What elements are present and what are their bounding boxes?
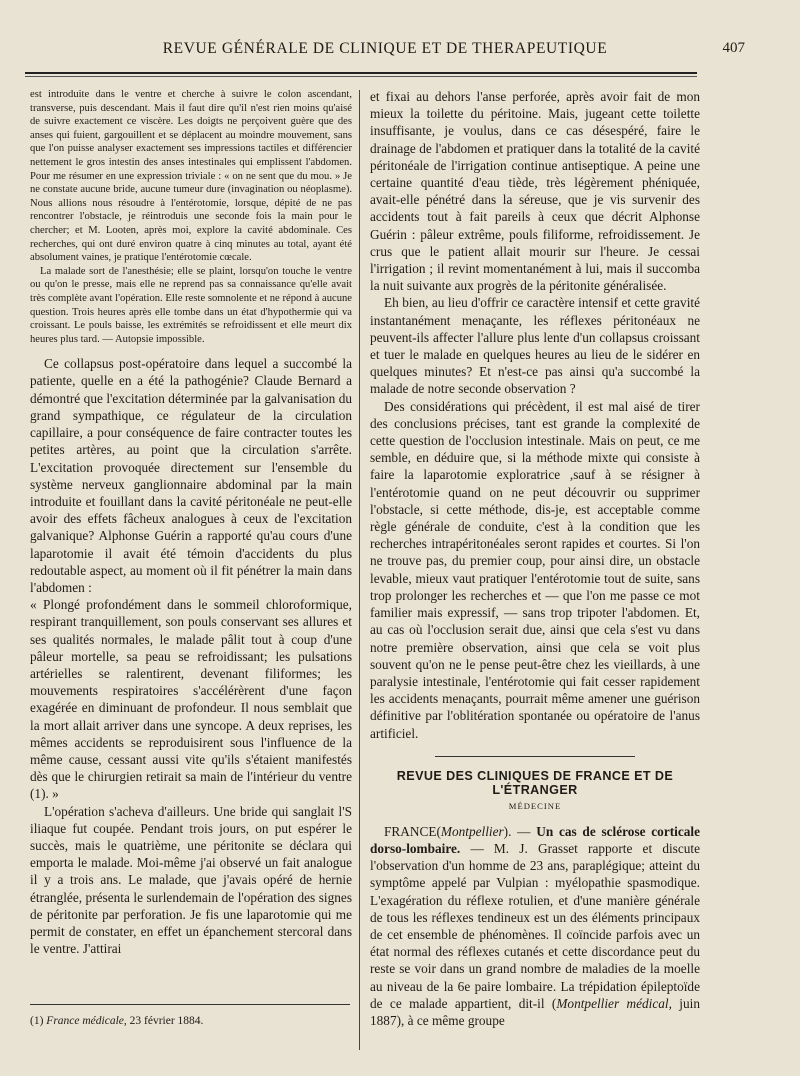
section-rule — [435, 756, 635, 757]
left-body-text — [30, 355, 352, 957]
running-header — [25, 36, 745, 62]
footnote-source: France médicale — [46, 1015, 124, 1027]
article-place: Montpellier — [440, 823, 504, 839]
article-journal: Montpellier médical, — [556, 995, 672, 1011]
article-text-part: juin 1887), à ce même groupe — [370, 995, 700, 1028]
right-body-text — [370, 88, 700, 742]
page-number: 407 — [722, 40, 745, 56]
column-divider — [359, 90, 360, 1050]
section-subtitle: MÉDECINE — [508, 800, 562, 811]
right-column — [370, 88, 700, 1029]
article-title: Un cas de sclérose corticale dorso-lombaire. — [370, 823, 700, 856]
observation-paragraph: La malade sort de l'anesthésie; elle se plaint, lorsqu'on touche le ventre ou qu'on le presse, mais elle ne reprend pas sa connaissance qu'elle avait très complète avant l'opération. Elle reste somnolente et ne répond à aucune question. Trois heures après elle tombe dans un état d'hypothermie qui va croissant. Le pouls baisse, les extrémités se refroidissent et elle meurt dix heures plus tard. — Autopsie impossible. — [30, 265, 352, 345]
article-text — [370, 823, 700, 1029]
left-column — [30, 88, 352, 957]
body-paragraph: L'opération s'acheva d'ailleurs. Une bride qui sanglait l'S iliaque fut coupée. Pendant trois jours, on put espérer le succès, mais le quatrième, une péritonite se déclara qui emporta le malade. Moi-même j'ai observé un fait analogue il y a trois ans. Le malade, que j'avais opéré de hernie étranglée, présenta le surlendemain de l'opération des signes de péritonite par perforation. Je fis une laparotomie qui me permit de constater, en effet un épanchement stercoral dans le ventre. J'attirai — [30, 803, 352, 957]
article-place-close: ). — — [503, 823, 537, 839]
article-text-part: — M. J. Grasset rapporte et discute l'observation d'un homme de 23 ans, paraplégique; atteint du symptôme appelé par Vulpian : myélopathie spasmodique. L'exagération du réflexe rotulien, et d'une manière générale de tous les réflexes tendineux est un des éléments principaux de cet ensemble de phénomènes. Il coïncide parfois avec un état normal des réflexes cutanés et cette discordance peut du reste se voir dans un grand nombre de maladies de la moelle au niveau de la 6e paire lombaire. La trépidation épileptoïde de ce malade appartient, dit-il ( — [370, 840, 700, 1011]
header-title: REVUE GÉNÉRALE DE CLINIQUE ET DE THERAPEUTIQUE — [162, 40, 608, 57]
body-paragraph: Eh bien, au lieu d'offrir ce caractère intensif et cette gravité instantanément menaçante, les réflexes péritonéaux ne peuvent-ils affecter l'allure plus lente d'un collapsus croissant et tuer le malade en quelques heures au lieu de le sidérer en quelques minutes? Et n'est-ce pas ainsi qu'a succombé la malade de notre seconde observation ? — [370, 295, 700, 397]
observation-text — [30, 88, 352, 346]
section-title: REVUE DES CLINIQUES DE FRANCE ET DE L'ÉTRANGER — [396, 768, 674, 797]
quote-text: « Plongé profondément dans le sommeil chloroformique, respirant tranquillement, son pouls conservant ses allures et ses qualités normales, le malade pâlit tout à coup d'une pâleur mortelle, sa peau se refroidissant; les pulsations artérielles se ralentirent, devenant filiformes; les mouvements respiratoires s'accélérèrent d'une façon exagérée en diminuant de profondeur. Il nous semblait que la mort allait arriver dans une syncope. A deux reprises, les mêmes accidents se reproduisirent sous l'influence de la même cause, cessant aussi vite qu'ils s'étaient manifestés dès que le chirurgien retirait sa main de l'intérieur du ventre (1). » — [30, 597, 352, 802]
observation-paragraph: est introduite dans le ventre et cherche à suivre le colon ascendant, transverse, puis descendant. Mais il faut dire qu'il n'est rien moins qu'aisé de suivre exactement ce viscère. Les doigts ne perçoivent guère que des anses qui fuient, gargouillent et se déplacent au moindre mouvement, sans que l'on puisse analyser exactement ses impressions tactiles et différencier nettement le gros intestin des anses intestinales qui emplissent l'abdomen. Pour me résumer en une expression triviale : « on ne sent que du mou. » Je ne constate aucune bride, aucune tumeur dure (invagination ou néoplasme). Nous allions nous résoudre à l'entérotomie, lorsque, dépité de ne pas rencontrer l'obstacle, je réintroduis une seconde fois la main pour le chercher; et M. Looten, après moi, explore la cavité abdominale. Ces recherches, qui ont duré environ quatre à cinq minutes au total, ayant été absolument vaines, je pratique l'entérotomie cœcale. — [30, 89, 352, 264]
article-country: FRANCE( — [384, 823, 441, 839]
footnote-rule — [30, 1004, 350, 1005]
header-rule — [25, 72, 697, 74]
footnote-number: (1) — [30, 1015, 47, 1027]
footnote — [30, 1014, 352, 1028]
header-rule-thin — [25, 76, 697, 77]
body-paragraph: et fixai au dehors l'anse perforée, après avoir fait de mon mieux la toilette du péritoine. Mais, jugeant cette toilette insuffisante, je voulus, dans ce cas désespéré, faire le drainage de l'abdomen et pratiquer dans la totalité de la cavité péritonéale de l'irrigation continue antiseptique. A peine une certaine quantité d'eau tiède, très légèrement phéniquée, avait-elle pénétré dans la séreuse, que je vis survenir des accidents tout à fait pareils à ceux que décrit Alphonse Guérin : pâleur extrême, pouls filiforme, refroidissement. Je crus que le patient allait mourir sur l'heure. Je cessai l'irrigation ; il revint momentanément à lui, mais il succomba la nuit suivante aux progrès de la péritonite généralisée. — [370, 89, 700, 294]
body-paragraph: Ce collapsus post-opératoire dans lequel a succombé la patiente, quelle en a été la pathogénie? Claude Bernard a démontré que l'excitation déterminée par la galvanisation du grand sympathique, ce régulateur de la circulation capillaire, a pour conséquence de faire contracter toutes les petites artères, au point que la circulation s'arrête. L'excitation provoquée directement sur l'ensemble du système nerveux ganglionnaire abdominal par la main introduite et fouillant dans la cavité péritonéale ne peut-elle avoir des effets fâcheux analogues à ceux de l'excitation galvanique? Alphonse Guérin a rapporté qu'au cours d'une laparotomie il avait été témoin d'accidents du plus redoutable aspect, au moment où il fit pénétrer la main dans l'abdomen : — [30, 356, 352, 595]
footnote-date: , 23 février 1884. — [123, 1015, 204, 1027]
article-paragraph — [370, 823, 700, 1029]
body-paragraph: Des considérations qui précèdent, il est mal aisé de tirer des conclusions précises, tant est grande la complexité de cette question de l'occlusion intestinale. Mais on peut, ce me semble, en déduire que, si la méthode mixte qui consiste à faire la laparotomie exploratrice ,sauf à se résigner à l'entérotomie quand on ne peut découvrir ou supprimer l'obstacle, si cette méthode, dis-je, est acceptable comme règle générale de conduite, c'est à la condition que les recherches intrapéritonéales seront rapides et courtes. Si l'on ne trouve pas, du premier coup, pour ainsi dire, un obstacle levable, mieux vaut pratiquer l'entérotomie tout de suite, sans trop prolonger les recherches et — que l'on me passe ce mot familier mais expressif, — sans trop tripoter l'abdomen. Et, au cas où l'occlusion serait due, ainsi que cela s'est vu dans notre première observation, ainsi que cela se voit plus souvent qu'on ne le pense peut-être chez les vieillards, à une paralysie intestinale, l'entérotomie qui fait cesser rapidement les accidents menaçants, pourrait même amener une guérison définitive par l'oblitération spontanée ou opératoire de l'anus artificiel. — [370, 398, 700, 741]
guerin-quote — [30, 596, 352, 802]
